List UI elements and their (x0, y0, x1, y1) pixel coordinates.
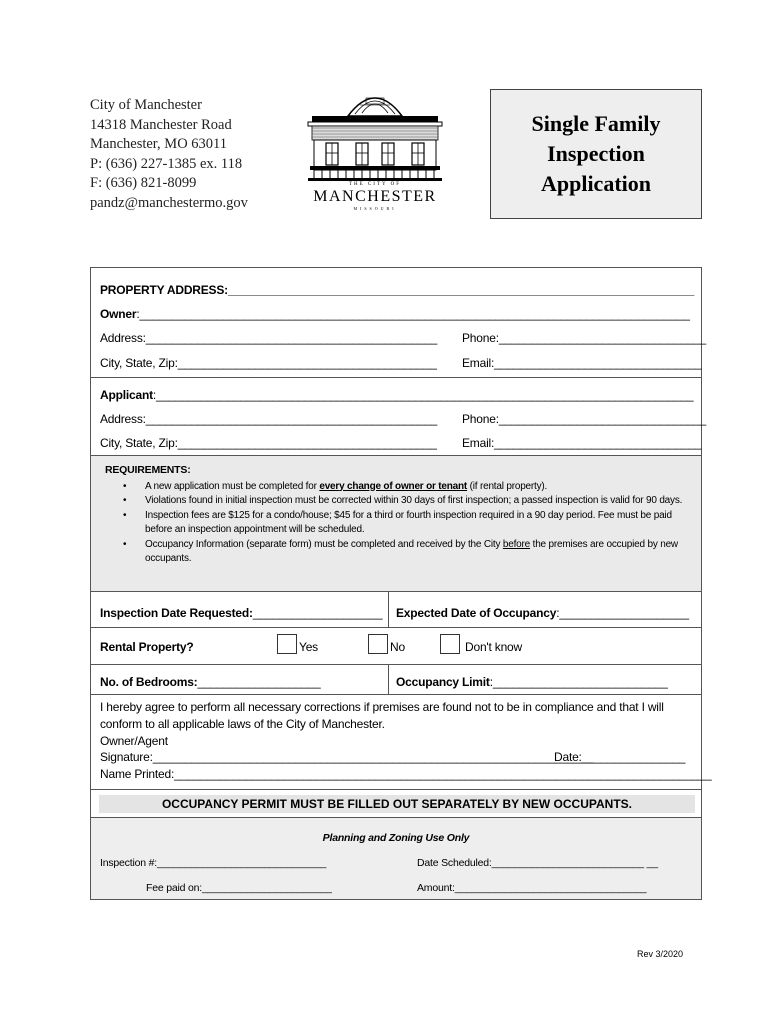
expected-occupancy-line: :____________________ (556, 606, 689, 620)
rental-yes-label: Yes (299, 640, 318, 654)
bedrooms-row (91, 664, 701, 694)
contact-fax: F: (636) 821-8099 (90, 175, 197, 191)
rental-no-label: No (390, 640, 405, 654)
owner-email-field[interactable]: Email:________________________________ (462, 356, 702, 370)
applicant-email-field[interactable]: Email:________________________________ (462, 436, 702, 450)
expected-occupancy-label: Expected Date of Occupancy (396, 606, 557, 620)
owner-address-field[interactable]: Address:_____________________________________________ (100, 331, 438, 345)
occupancy-limit-field[interactable] (396, 675, 668, 689)
rental-yes-checkbox[interactable] (277, 634, 297, 654)
title-box (490, 89, 702, 219)
requirement-4-text: Occupancy Information (separate form) must be completed and received by the City (145, 538, 503, 550)
applicant-line: :___________________________________________________________________________________ (152, 388, 694, 402)
building-icon (300, 80, 450, 184)
applicant-phone-field[interactable]: Phone:________________________________ (462, 412, 706, 426)
fee-paid-field[interactable]: Fee paid on:_______________________ (146, 882, 332, 894)
inspection-date-line: ____________________ (252, 606, 383, 620)
requirement-item: • Inspection fees are $125 for a condo/house; $45 for a third or fourth inspection required in a 90 day period. Fee must be paid before an inspection appointment will be scheduled. (105, 509, 699, 538)
expected-occupancy-field[interactable] (396, 606, 689, 620)
rental-property-label: Rental Property? (100, 640, 194, 654)
requirements-list-wrap (105, 456, 699, 567)
agreement-section (91, 694, 712, 789)
applicant-city-field[interactable]: City, State, Zip:________________________________________ (100, 436, 437, 450)
signature-date-field[interactable]: Date:________________ (554, 750, 686, 764)
requirements-list (105, 480, 699, 567)
applicant-section (91, 377, 706, 455)
logo-state: MISSOURI (353, 206, 397, 211)
office-use-heading: Planning and Zoning Use Only (322, 832, 470, 844)
applicant-field[interactable] (100, 388, 693, 402)
requirement-4-emphasis: before (502, 538, 531, 550)
contact-phone: P: (636) 227-1385 ex. 118 (90, 155, 243, 172)
revision-label: Rev 3/2020 (637, 949, 684, 959)
name-printed-field[interactable]: Name Printed:___________________________________________________________________________________ (100, 767, 712, 781)
inspection-number-field[interactable]: Inspection #:______________________________ (100, 857, 327, 869)
agreement-text-1: I hereby agree to perform all necessary corrections if premises are found not to be in compliance and that I will (100, 700, 664, 714)
requirement-1-tail: (if rental property). (467, 480, 548, 492)
bedrooms-line: ___________________ (197, 675, 321, 689)
banner-section (91, 789, 701, 817)
owner-city-field[interactable]: City, State, Zip:________________________________________ (100, 356, 437, 370)
requirement-1-text: A new application must be completed for (145, 480, 320, 492)
logo-the-city-of: THE CITY OF (348, 182, 402, 187)
inspection-date-label: Inspection Date Requested: (100, 606, 253, 620)
contact-city-state: Manchester, MO 63011 (90, 136, 228, 152)
owner-agent-label: Owner/Agent (100, 734, 168, 748)
requirements-heading: REQUIREMENTS: (105, 464, 191, 476)
page-title: Single Family Inspection Application (531, 111, 661, 196)
owner-field[interactable] (100, 307, 690, 321)
office-use-section (91, 817, 701, 899)
owner-phone-field[interactable]: Phone:________________________________ (462, 331, 706, 345)
occupancy-permit-banner: OCCUPANCY PERMIT MUST BE FILLED OUT SEPARATELY BY NEW OCCUPANTS. (99, 795, 695, 813)
logo-city-name: MANCHESTER (313, 188, 437, 205)
inspection-date-requested-field[interactable] (100, 606, 382, 620)
signature-field[interactable]: Signature:____________________________________________________________________ (100, 750, 593, 764)
date-scheduled-field[interactable]: Date Scheduled:___________________________ __ (417, 857, 658, 869)
rental-dont-know-label: Don't know (465, 640, 522, 654)
requirement-item (105, 538, 699, 567)
amount-field[interactable]: Amount:__________________________________ (417, 882, 647, 894)
dates-row (91, 591, 701, 627)
applicant-label: Applicant (100, 388, 153, 402)
bedrooms-label: No. of Bedrooms: (100, 675, 198, 689)
manchester-logo (300, 80, 450, 212)
application-form (90, 267, 712, 900)
rental-dont-know-checkbox[interactable] (440, 634, 460, 654)
requirement-item: • Violations found in initial inspection must be corrected within 30 days of first inspection; a passed inspection is valid for 90 days. (105, 494, 699, 509)
owner-line: :_____________________________________________________________________________________ (136, 307, 690, 321)
contact-street: 14318 Manchester Road (90, 116, 232, 133)
requirement-1-emphasis: every change of owner or tenant (319, 480, 468, 492)
owner-label: Owner (100, 307, 137, 321)
contact-email: pandz@manchestermo.gov (90, 194, 248, 211)
occupancy-limit-label: Occupancy Limit (396, 675, 490, 689)
owner-section (91, 268, 706, 377)
rental-row (91, 627, 701, 664)
contact-info (90, 96, 248, 213)
divider (388, 665, 389, 695)
requirements-section (91, 455, 701, 591)
occupancy-limit-line: :___________________________ (489, 675, 668, 689)
agreement-text-2: conform to all applicable laws of the City of Manchester. (100, 717, 385, 731)
divider (388, 592, 389, 628)
contact-city: City of Manchester (90, 97, 202, 113)
requirement-4-tail: the premises are occupied by new occupants. (145, 538, 678, 564)
rental-no-checkbox[interactable] (368, 634, 388, 654)
property-address-field[interactable]: PROPERTY ADDRESS:________________________________________________________________________ (100, 283, 695, 297)
bedrooms-field[interactable] (100, 675, 320, 689)
applicant-address-field[interactable]: Address:_____________________________________________ (100, 412, 438, 426)
requirement-item (105, 480, 699, 495)
